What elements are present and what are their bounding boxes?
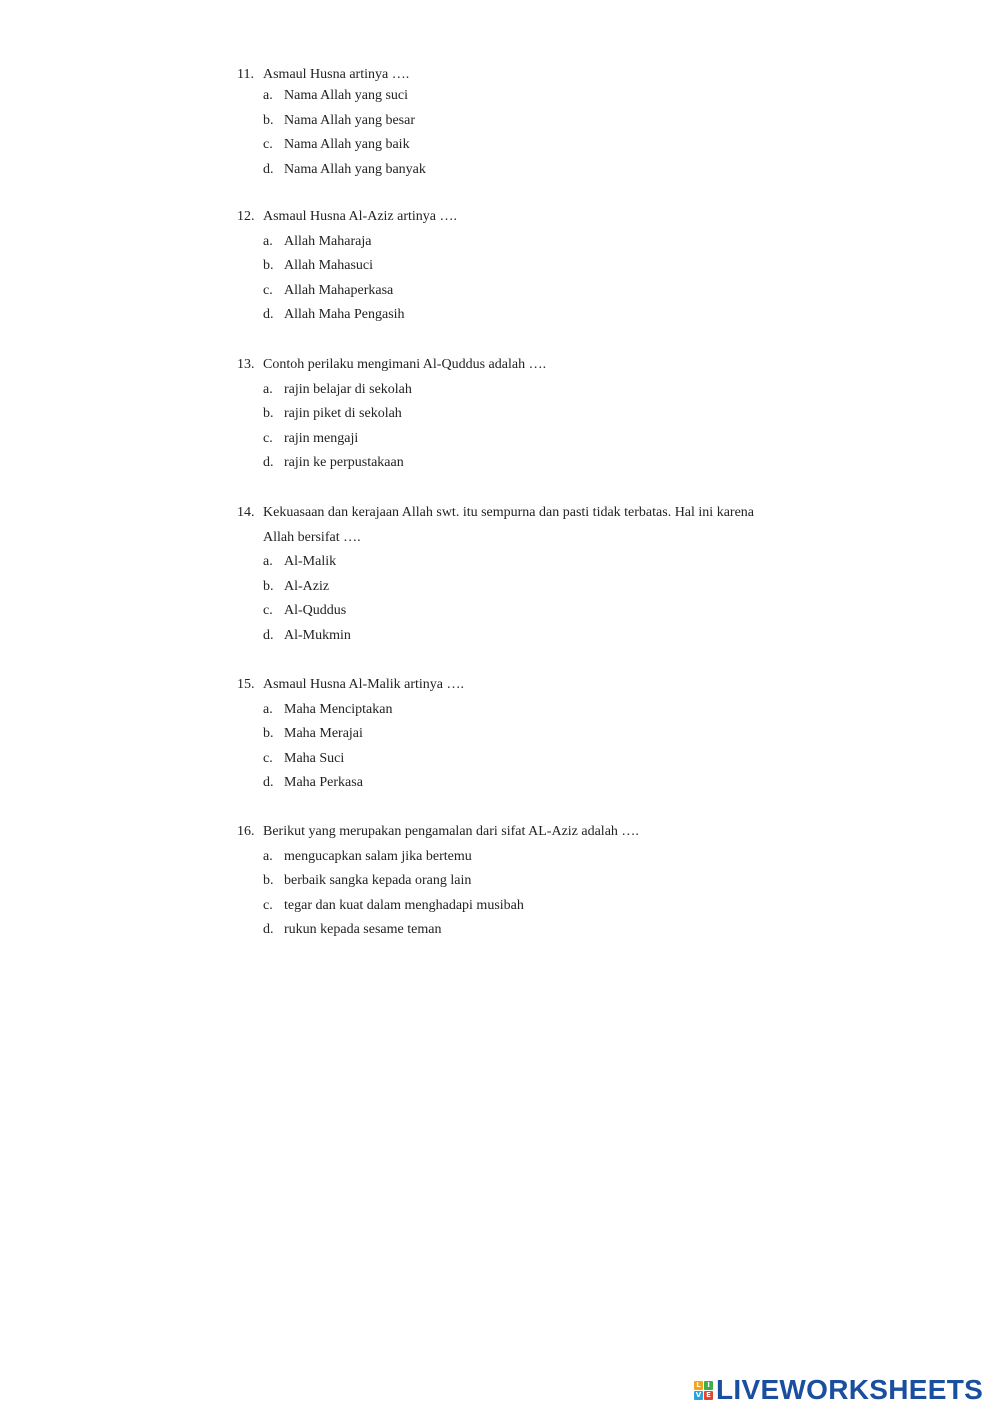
option-text: tegar dan kuat dalam menghadapi musibah — [284, 897, 524, 913]
option-d[interactable] — [237, 158, 797, 183]
option-letter: d. — [263, 627, 274, 643]
question-text: Asmaul Husna artinya …. — [263, 67, 410, 82]
option-b[interactable] — [237, 575, 797, 600]
option-b[interactable] — [237, 402, 797, 427]
option-text: Nama Allah yang banyak — [284, 161, 426, 177]
option-text: rajin piket di sekolah — [284, 406, 402, 422]
option-text: mengucapkan salam jika bertemu — [284, 848, 472, 864]
logo-icon: L I V E — [694, 1381, 713, 1400]
option-text: rajin mengaji — [284, 430, 359, 446]
question-12 — [237, 205, 797, 328]
option-letter: d. — [263, 161, 274, 177]
option-text: Nama Allah yang suci — [284, 88, 409, 103]
option-a[interactable] — [237, 378, 797, 403]
question-text: Kekuasaan dan kerajaan Allah swt. itu sempurna dan pasti tidak terbatas. Hal ini karena — [263, 505, 754, 520]
option-c[interactable] — [237, 894, 797, 919]
question-13 — [237, 353, 797, 476]
question-stem — [237, 64, 797, 84]
option-letter: b. — [263, 726, 274, 742]
option-letter: c. — [263, 897, 273, 913]
option-text: Allah Maharaja — [284, 233, 372, 249]
option-letter: b. — [263, 112, 274, 128]
option-d[interactable] — [237, 451, 797, 476]
question-text: Asmaul Husna Al-Malik artinya …. — [263, 677, 465, 692]
option-letter: d. — [263, 922, 274, 938]
question-14 — [237, 501, 797, 649]
option-a[interactable] — [237, 698, 797, 723]
question-number: 14. — [237, 505, 255, 520]
option-text: Maha Suci — [284, 750, 345, 766]
option-c[interactable] — [237, 599, 797, 624]
option-c[interactable] — [237, 427, 797, 452]
question-text: Asmaul Husna Al-Aziz artinya …. — [263, 209, 458, 224]
option-letter: b. — [263, 873, 274, 889]
question-stem — [237, 205, 797, 230]
option-letter: c. — [263, 603, 273, 619]
question-number: 13. — [237, 357, 255, 372]
option-text: Al-Quddus — [284, 603, 347, 619]
option-b[interactable] — [237, 869, 797, 894]
option-c[interactable] — [237, 279, 797, 304]
question-number: 11. — [237, 67, 254, 82]
option-d[interactable] — [237, 918, 797, 943]
question-text: Contoh perilaku mengimani Al-Quddus adalah …. — [263, 357, 547, 372]
option-letter: d. — [263, 775, 274, 791]
option-text: Allah Mahasuci — [284, 258, 374, 274]
option-text: Al-Mukmin — [284, 627, 351, 643]
option-text: Nama Allah yang besar — [284, 112, 416, 128]
option-letter: b. — [263, 406, 274, 422]
option-text: Maha Menciptakan — [284, 701, 393, 717]
question-number: 16. — [237, 824, 255, 839]
liveworksheets-logo — [694, 1373, 983, 1407]
option-text: Allah Mahaperkasa — [284, 282, 394, 298]
question-stem — [237, 820, 797, 845]
question-stem — [237, 501, 797, 526]
option-letter: d. — [263, 307, 274, 323]
option-b[interactable] — [237, 109, 797, 134]
logo-text: LIVEWORKSHEETS — [716, 1374, 984, 1405]
option-a[interactable] — [237, 845, 797, 870]
option-a[interactable] — [237, 84, 797, 109]
option-letter: a. — [263, 701, 273, 717]
option-letter: b. — [263, 578, 274, 594]
question-number: 12. — [237, 209, 255, 224]
question-text-continued: Allah bersifat …. — [263, 529, 361, 545]
option-letter: b. — [263, 258, 274, 274]
option-c[interactable] — [237, 747, 797, 772]
option-text: rajin ke perpustakaan — [284, 455, 404, 471]
option-letter: a. — [263, 381, 273, 397]
option-d[interactable] — [237, 771, 797, 796]
option-letter: a. — [263, 233, 273, 249]
option-text: Al-Malik — [284, 554, 337, 570]
question-15 — [237, 673, 797, 796]
option-b[interactable] — [237, 254, 797, 279]
option-letter: c. — [263, 282, 273, 298]
option-b[interactable] — [237, 722, 797, 747]
option-a[interactable] — [237, 550, 797, 575]
option-d[interactable] — [237, 624, 797, 649]
option-text: Maha Perkasa — [284, 775, 363, 791]
option-text: Al-Aziz — [284, 578, 330, 594]
option-d[interactable] — [237, 303, 797, 328]
option-text: rukun kepada sesame teman — [284, 922, 442, 938]
question-16 — [237, 820, 797, 943]
option-c[interactable] — [237, 133, 797, 158]
question-number: 15. — [237, 677, 255, 692]
option-text: Allah Maha Pengasih — [284, 307, 405, 323]
option-letter: c. — [263, 750, 273, 766]
option-text: berbaik sangka kepada orang lain — [284, 873, 472, 889]
option-letter: d. — [263, 455, 274, 471]
option-letter: a. — [263, 554, 273, 570]
question-text: Berikut yang merupakan pengamalan dari sifat AL-Aziz adalah …. — [263, 824, 639, 839]
option-a[interactable] — [237, 230, 797, 255]
option-text: Nama Allah yang baik — [284, 137, 410, 153]
question-stem — [237, 353, 797, 378]
option-letter: c. — [263, 430, 273, 446]
question-stem — [237, 673, 797, 698]
option-text: rajin belajar di sekolah — [284, 381, 412, 397]
option-letter: a. — [263, 848, 273, 864]
option-text: Maha Merajai — [284, 726, 363, 742]
option-letter: c. — [263, 137, 273, 153]
option-letter: a. — [263, 88, 273, 103]
question-11 — [237, 64, 797, 182]
